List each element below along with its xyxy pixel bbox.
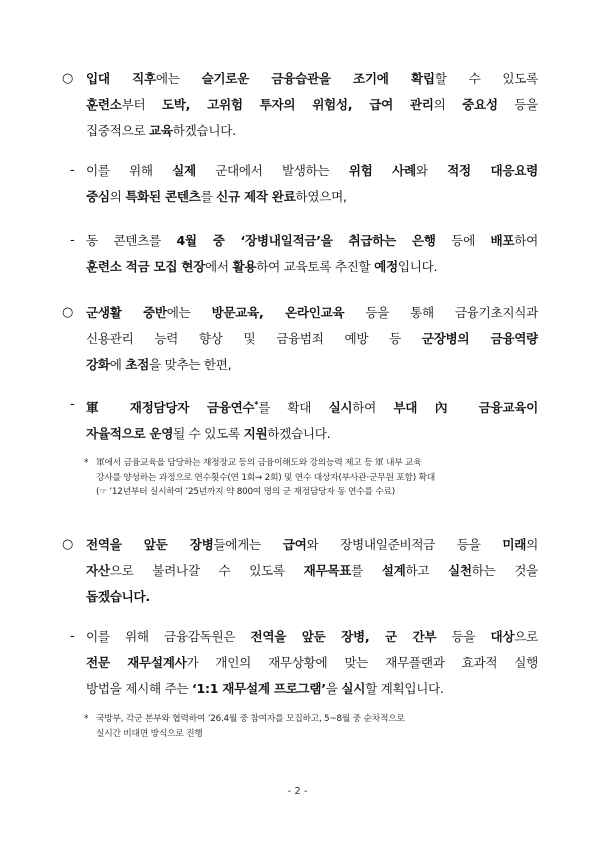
text-run: 예정 — [374, 259, 398, 274]
section3-footnote-line-1: 국방부, 각군 본부와 협력하여 ’26.4월 중 참여자를 모집하고, 5~8월 중 순차적으로 — [96, 714, 405, 724]
text-run: 할 수 있도록 — [434, 71, 538, 86]
text-run: 부터 — [121, 97, 162, 112]
dash-bullet-3a: - — [70, 629, 75, 644]
text-run: 의 — [433, 97, 463, 112]
text-run: 하여 — [352, 400, 394, 416]
text-run: 방문교육, 온라인교육 — [211, 305, 345, 320]
text-run: 하여 교육토록 추진할 — [256, 259, 375, 274]
text-run: 실제 — [172, 163, 196, 178]
section1-sub2 — [86, 228, 538, 280]
text-run: 실시 — [328, 400, 353, 416]
text-run: 활용 — [232, 259, 257, 274]
section1-sub2-line-2 — [86, 254, 538, 280]
text-run: 등을 — [497, 97, 538, 112]
text-run: 적정 대응요령 — [447, 163, 538, 178]
text-run: 신용관리 능력 향상 및 금융범죄 예방 등 — [86, 331, 422, 346]
text-run: 부대 內 금융교육이 — [393, 400, 538, 416]
section2-footnote — [96, 456, 541, 500]
text-run: 를 — [351, 563, 382, 578]
text-run: 교육 — [149, 123, 173, 138]
text-run: 훈련소 — [86, 97, 122, 112]
text-run: 에는 — [155, 71, 202, 86]
text-run: 으로 — [514, 629, 538, 644]
section1-sub1 — [86, 158, 538, 210]
section1-sub1-line-1 — [86, 158, 538, 184]
text-run: 군대에서 발생하는 — [195, 163, 349, 178]
text-run: 등을 통해 금융기초지식과 — [344, 305, 538, 320]
circle-bullet-2: ○ — [62, 305, 74, 320]
text-run: 훈련소 적금 모집 현장 — [86, 259, 206, 274]
text-run: 와 — [415, 163, 448, 178]
text-run: 의 — [109, 189, 126, 204]
text-run: 하겠습니다. — [267, 426, 331, 442]
text-run: 급여 — [282, 537, 307, 552]
text-run: 초점 — [125, 357, 150, 372]
text-run: 방법을 제시해 주는 — [86, 681, 193, 696]
text-run: 군장병의 금융역량 — [421, 331, 538, 346]
page-number: - 2 - — [287, 786, 308, 797]
section1-sub2-line-1 — [86, 228, 538, 254]
text-run: 될 수 있도록 — [173, 426, 244, 442]
section2-sub1-line-1 — [86, 392, 538, 421]
dash-bullet-1a: - — [70, 163, 75, 178]
dash-bullet-2a: - — [70, 397, 75, 412]
text-run: 를 — [200, 189, 217, 204]
text-run: 이를 위해 — [86, 163, 173, 178]
text-run: 실천 — [448, 563, 472, 578]
text-run: 하여 — [514, 233, 538, 248]
section2-sub1 — [86, 392, 538, 447]
text-run: 軍 재정담당자 금융연수 — [86, 400, 255, 416]
section1-sub1-line-2 — [86, 184, 538, 210]
section2-footnote-line-1: 軍에서 금융교육을 담당하는 재정장교 등의 금융이해도와 강의능력 제고 등 軍 내부 교육 — [96, 458, 422, 468]
text-run: 하겠습니다. — [172, 123, 236, 138]
text-run: 하였으며, — [295, 189, 347, 204]
text-run: * — [254, 400, 259, 409]
text-run: 설계 — [381, 563, 406, 578]
section2-line-1 — [86, 300, 538, 326]
text-run: 가 개인의 재무상황에 맞는 재무플랜과 효과적 실행 — [186, 655, 538, 670]
section2-line-3 — [86, 352, 538, 378]
text-run: 중심 — [86, 189, 110, 204]
text-run: 전역을 앞둔 장병, 군 간부 — [250, 629, 437, 644]
section1-paragraph — [86, 66, 538, 144]
section1-line-2 — [86, 92, 538, 118]
text-run: 등에 — [435, 233, 491, 248]
section3-line-2 — [86, 558, 538, 584]
asterisk-marker-1: * — [84, 458, 89, 468]
text-run: 들에게는 — [213, 537, 283, 552]
text-run: 입니다. — [397, 259, 438, 274]
text-run: 자율적으로 운영 — [86, 426, 174, 442]
text-run: 지원 — [243, 426, 268, 442]
text-run: 배포 — [490, 233, 515, 248]
text-run: 실시 — [341, 681, 366, 696]
text-run: 위험 사례 — [348, 163, 416, 178]
text-run: 를 확대 — [258, 400, 329, 416]
section2-footnote-line-3: (☞ ’12년부터 실시하여 ’25년까지 약 800여 명의 군 재정담당자 동 연수를 수료) — [96, 487, 395, 497]
text-run: 재무목표 — [303, 563, 352, 578]
text-run: 으로 불려나갈 수 있도록 — [109, 563, 304, 578]
text-run: 대상 — [490, 629, 515, 644]
text-run: 할 계획입니다. — [365, 681, 444, 696]
text-run: 전문 재무설계사 — [86, 655, 187, 670]
text-run: 미래 — [502, 537, 527, 552]
section3-sub1-line-2 — [86, 650, 538, 676]
section1-line-3 — [86, 118, 538, 144]
text-run: 4월 중 ‘장병내일적금’을 취급하는 은행 — [176, 233, 436, 248]
text-run: 동 콘텐츠를 — [86, 233, 177, 248]
text-run: 이를 위해 금융감독원은 — [86, 629, 251, 644]
text-run: 돕겠습니다. — [86, 589, 150, 604]
text-run: 입대 직후 — [86, 71, 156, 86]
section2-sub1-line-2 — [86, 421, 538, 447]
dash-bullet-1b: - — [70, 233, 75, 248]
text-run: ‘1:1 재무설계 프로그램’ — [192, 681, 326, 696]
text-run: 도박, 고위험 투자의 위험성, 급여 관리 — [161, 97, 434, 112]
text-run: 의 — [526, 537, 538, 552]
text-run: 중요성 — [462, 97, 498, 112]
text-run: 신규 제작 완료 — [216, 189, 296, 204]
text-run: 하고 — [405, 563, 448, 578]
text-run: 을 — [325, 681, 342, 696]
text-run: 군생활 중반 — [86, 305, 167, 320]
section3-footnote-line-2: 실시간 비대면 방식으로 진행 — [96, 728, 203, 739]
asterisk-marker-2: * — [84, 714, 89, 724]
section2-footnote-line-2: 강사를 양성하는 과정으로 연수횟수(연 1회→ 2회) 및 연수 대상자(부사관·군무원 포함) 확대 — [96, 472, 435, 483]
text-run: 자산 — [86, 563, 110, 578]
section3-paragraph — [86, 532, 538, 610]
section3-sub1 — [86, 624, 538, 702]
section1-line-1 — [86, 66, 538, 92]
text-run: 하는 것을 — [471, 563, 538, 578]
text-run: 에는 — [166, 305, 212, 320]
section2-paragraph — [86, 300, 538, 378]
text-run: 집중적으로 — [86, 123, 150, 138]
text-run: 에 — [109, 357, 126, 372]
text-run: 등을 — [436, 629, 491, 644]
text-run: 와 장병내일준비적금 등을 — [306, 537, 503, 552]
text-run: 을 맞추는 한편, — [149, 357, 232, 372]
text-run: 에서 — [205, 259, 233, 274]
text-run: 강화 — [86, 357, 110, 372]
text-run: 슬기로운 금융습관을 조기에 확립 — [201, 71, 435, 86]
circle-bullet-1: ○ — [62, 71, 74, 86]
section3-line-1 — [86, 532, 538, 558]
text-run: 전역을 앞둔 장병 — [86, 537, 214, 552]
section3-sub1-line-1 — [86, 624, 538, 650]
text-run: 특화된 콘텐츠 — [125, 189, 201, 204]
circle-bullet-3: ○ — [62, 537, 74, 552]
section3-footnote — [96, 712, 541, 741]
section2-line-2 — [86, 326, 538, 352]
section3-line-3 — [86, 584, 538, 610]
section3-sub1-line-3 — [86, 676, 538, 702]
